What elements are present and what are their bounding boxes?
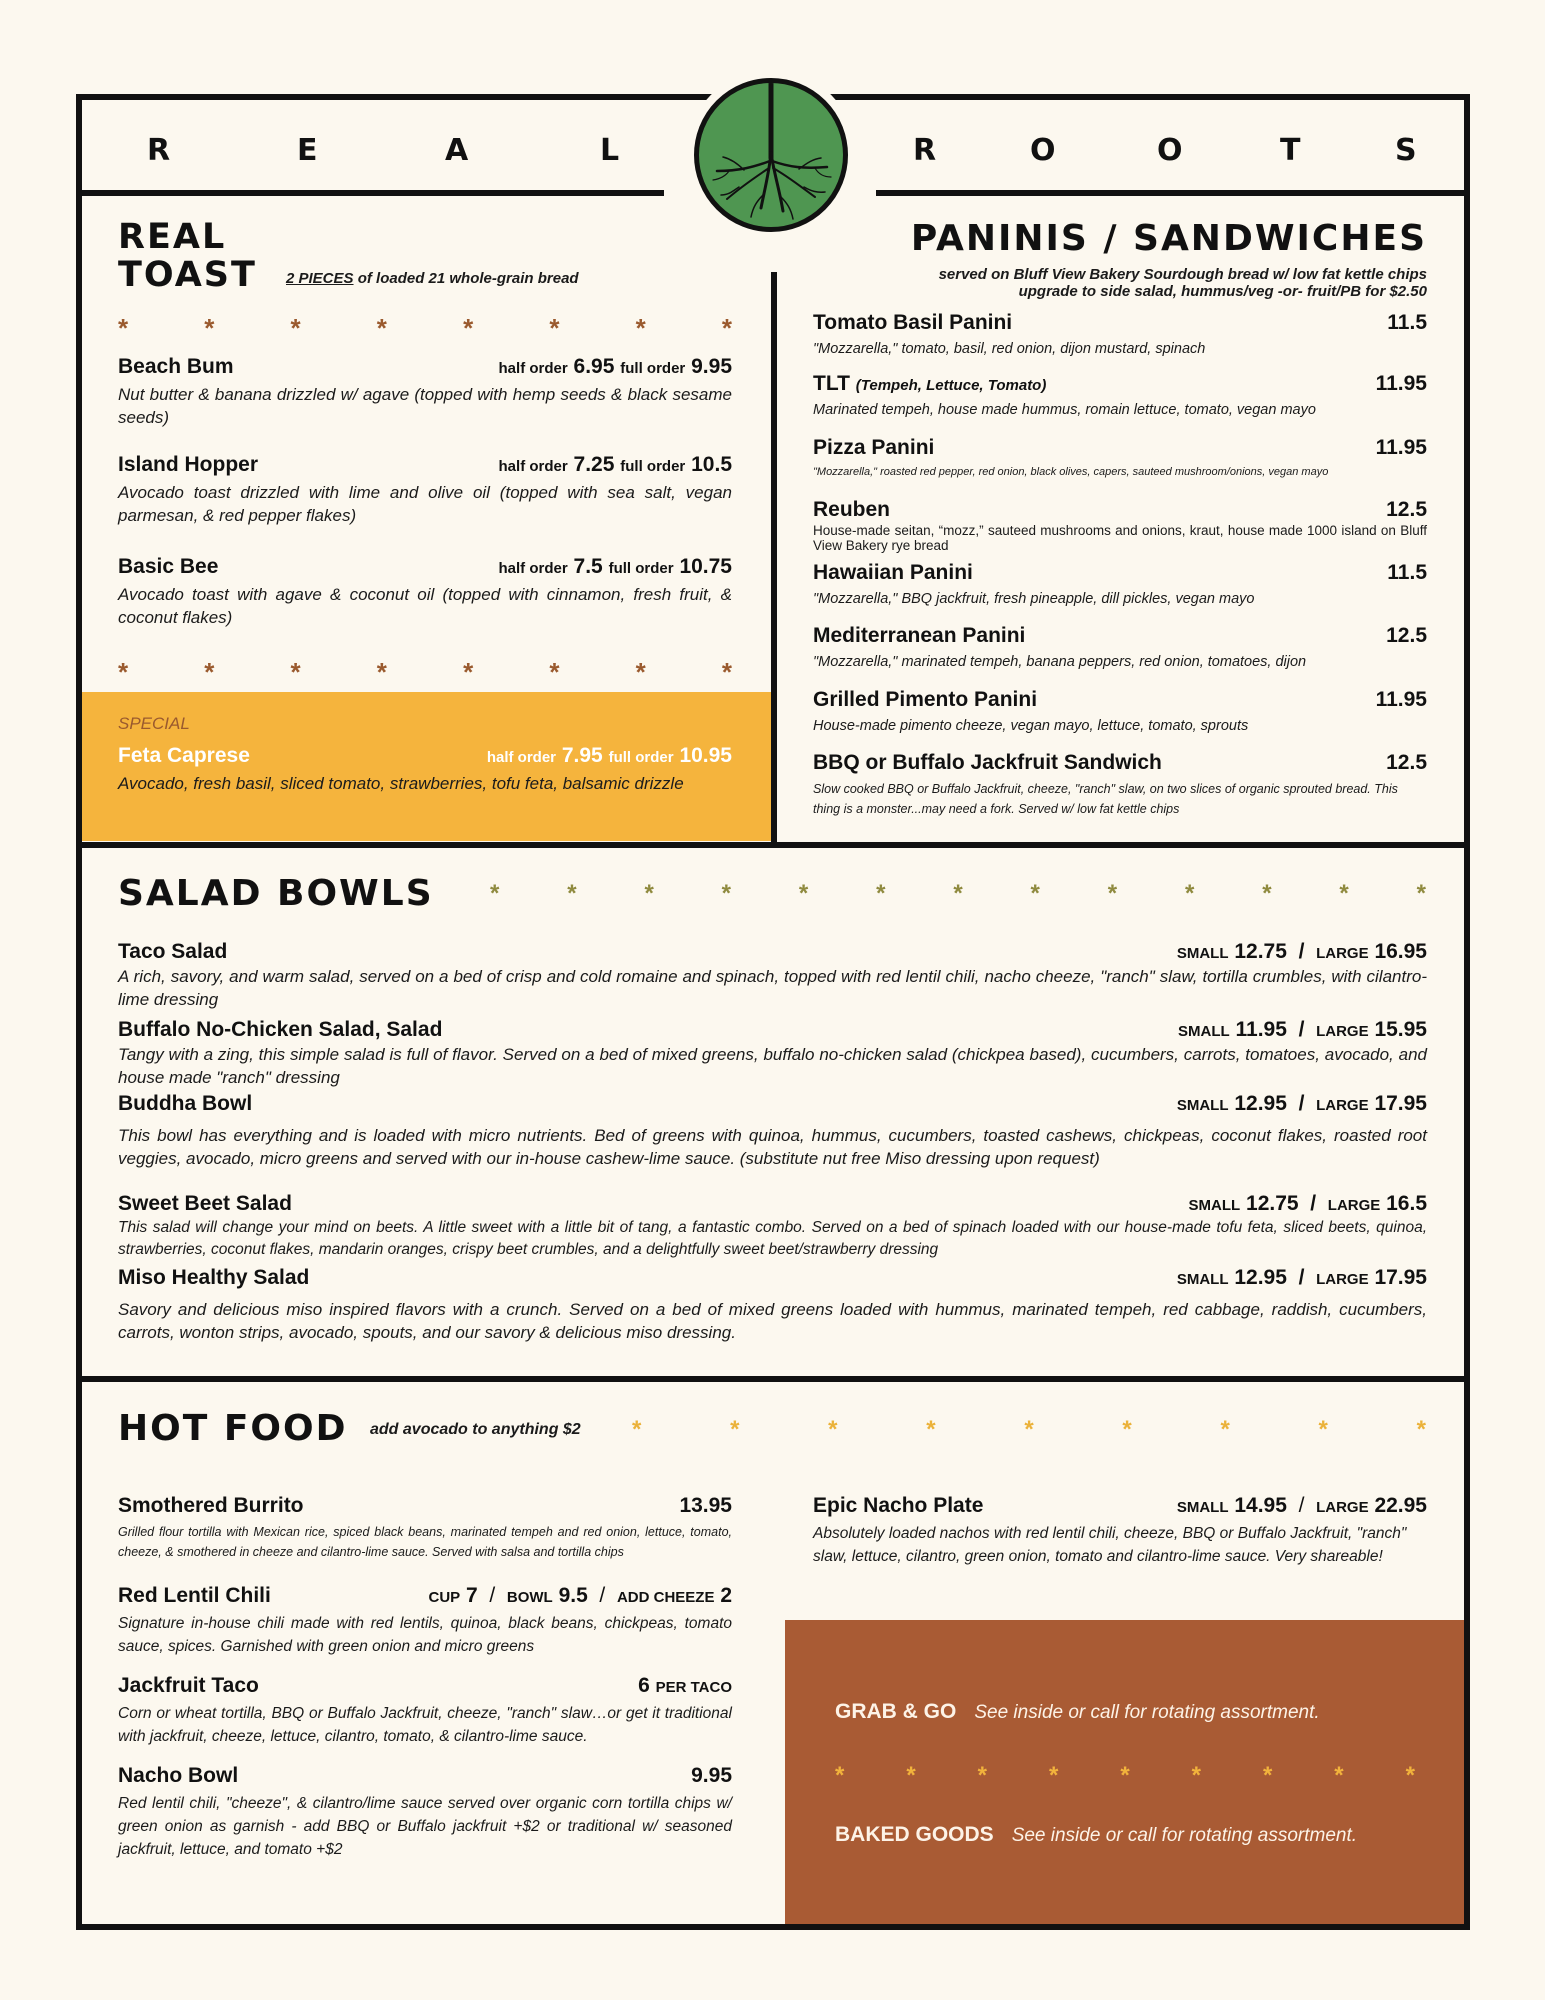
panini-item [813,372,1427,419]
header-letter: R [913,133,937,168]
toast-item [118,355,732,429]
item-price: 11.5 [1387,311,1427,334]
item-name: Mediterranean Panini [813,624,1026,647]
panini-item [813,436,1427,482]
toast-title-line1: REAL [118,217,227,257]
item-desc: Avocado toast drizzled with lime and olive oil (topped with sea salt, vegan parmesan, & red pepper flakes) [118,483,732,525]
item-name: Beach Bum [118,355,234,378]
item-desc: Savory and delicious miso inspired flavors with a crunch. Served on a bed of mixed greens loaded with hummus, marinated tempeh, red cabbage, raddish, cucumbers, carrots, wonton strips, avocado, spouts, and our savory & delicious miso dressing. [118,1300,1427,1342]
header-letter: E [297,133,318,168]
toast-item [118,555,732,629]
item-name: Sweet Beet Salad [118,1192,292,1215]
item-name: BBQ or Buffalo Jackfruit Sandwich [813,751,1162,774]
hot-item [813,1494,1427,1568]
item-desc: Tangy with a zing, this simple salad is full of flavor. Served on a bed of mixed greens, buffalo no-chicken salad (chickpea based), cucumbers, carrots, tomatoes, avocado, and house made "ranch" dressing [118,1045,1427,1087]
header-letter: R [147,133,171,168]
toast-stars-top: * * * * * * * * [118,313,732,343]
panini-title: PANINIS / SANDWICHES [910,218,1427,259]
baked-row [835,1823,1357,1847]
item-desc: Marinated tempeh, house made hummus, romain lettuce, tomato, vegan mayo [813,402,1316,418]
item-price: 12.5 [1386,624,1427,647]
panini-item [813,498,1427,553]
header-letter: A [445,133,469,168]
grab-stars: * * * * * * * * * [835,1762,1415,1789]
header-divider-left [82,190,664,196]
panini-item [813,311,1427,358]
item-desc: Grilled flour tortilla with Mexican rice, spiced black beans, marinated tempeh and red onion, lettuce, tomato, cheeze, & smothered in cheeze and cilantro-lime sauce. Served with salsa and tortilla chips [118,1525,732,1559]
item-name: Red Lentil Chili [118,1584,271,1607]
grab-desc: See inside or call for rotating assortment. [974,1702,1320,1723]
toast-item [118,453,732,527]
panini-sub1: served on Bluff View Bakery Sourdough bread w/ low fat kettle chips [938,266,1427,283]
panini-sub2: upgrade to side salad, hummus/veg -or- fruit/PB for $2.50 [1018,283,1427,300]
toast-subtitle [286,270,579,287]
item-desc: "Mozzarella," BBQ jackfruit, fresh pineapple, dill pickles, vegan mayo [813,591,1255,607]
special-item [118,744,732,795]
item-name: Pizza Panini [813,436,935,459]
item-name: Smothered Burrito [118,1494,304,1517]
hot-title: HOT FOOD [118,1408,348,1449]
item-desc: Slow cooked BBQ or Buffalo Jackfruit, cheeze, "ranch" slaw, on two slices of organic sprouted bread. This thing is a monster...may need a fork. Served w/ low fat kettle chips [813,782,1398,816]
toast-panini-divider [771,272,777,844]
item-desc: "Mozzarella," roasted red pepper, red onion, black olives, capers, sauteed mushroom/onions, vegan mayo [813,466,1329,478]
item-desc: Avocado, fresh basil, sliced tomato, strawberries, tofu feta, balsamic drizzle [118,774,684,793]
item-name: Buffalo No-Chicken Salad, Salad [118,1018,443,1041]
header-letter: L [600,133,620,168]
item-name: Nacho Bowl [118,1764,239,1787]
toast-pieces: 2 PIECES [286,270,354,287]
item-name: Miso Healthy Salad [118,1266,310,1289]
hot-stars: * * * * * * * * * [632,1416,1426,1443]
header-letter: S [1395,133,1417,168]
salad-stars: * * * * * * * * * * * * * [490,880,1426,907]
item-name: Basic Bee [118,555,219,578]
item-name: Tomato Basil Panini [813,311,1013,334]
item-desc: This bowl has everything and is loaded with micro nutrients. Bed of greens with quinoa, hummus, cucumbers, toasted cashews, chickpeas, coconut flakes, roasted root veggies, avocado, micro greens and served with our in-house cashew-lime sauce. (substitute nut free Miso dressing upon request) [118,1126,1427,1168]
item-name: Hawaiian Panini [813,561,973,584]
salad-item [118,1266,1427,1344]
item-price: SMALL 12.95 / LARGE 17.95 [1176,1266,1427,1289]
panini-item [813,624,1427,671]
item-desc: House-made seitan, “mozz,” sauteed mushrooms and onions, kraut, house made 1000 island on Bluff View Bakery rye bread [813,523,1427,553]
panini-item [813,751,1427,819]
item-price: 6 PER TACO [638,1674,732,1697]
item-desc: House-made pimento cheeze, vegan mayo, lettuce, tomato, sprouts [813,718,1249,734]
salad-item [118,1192,1427,1261]
item-name: Grilled Pimento Panini [813,688,1038,711]
header-letter: T [1280,133,1301,168]
toast-title-line2: TOAST [118,255,257,295]
item-name: Feta Caprese [118,744,250,767]
item-price: SMALL 12.95 / LARGE 17.95 [1176,1092,1427,1115]
item-price: half order 7.95 full order 10.95 [486,744,732,767]
item-price: 12.5 [1386,498,1427,521]
logo-badge [686,70,856,240]
item-price: 12.5 [1386,751,1427,774]
toast-subtitle-text: of loaded 21 whole-grain bread [357,270,579,287]
item-desc: Corn or wheat tortilla, BBQ or Buffalo Jackfruit, cheeze, "ranch" slaw…or get it traditional with jackfruit, cheeze, lettuce, cilantro, tomato, & cilantro-lime sauce. [118,1705,732,1745]
item-desc: "Mozzarella," tomato, basil, red onion, dijon mustard, spinach [813,341,1206,357]
grab-title: GRAB & GO [835,1700,957,1723]
item-name: TLT (Tempeh, Lettuce, Tomato) [813,372,1047,395]
salad-title: SALAD BOWLS [118,873,434,914]
item-desc: "Mozzarella," marinated tempeh, banana peppers, red onion, tomatoes, dijon [813,654,1307,670]
item-price: SMALL 14.95 / LARGE 22.95 [1176,1494,1427,1517]
toast-title [118,218,257,294]
baked-title: BAKED GOODS [835,1823,994,1846]
item-price: half order 7.5 full order 10.75 [498,555,732,578]
hot-item [118,1674,732,1748]
item-name: Buddha Bowl [118,1092,253,1115]
grab-row [835,1700,1320,1724]
hot-top-divider [82,1376,1464,1382]
item-name: Island Hopper [118,453,259,476]
item-price: SMALL 12.75 / LARGE 16.5 [1188,1192,1427,1215]
item-price: 11.95 [1375,372,1427,395]
item-price: CUP 7 / BOWL 9.5 / ADD CHEEZE 2 [428,1584,732,1607]
header-letter: O [1157,133,1183,168]
special-label: SPECIAL [118,714,190,733]
item-price: half order 7.25 full order 10.5 [498,453,732,476]
item-desc: A rich, savory, and warm salad, served on a bed of crisp and cold romaine and spinach, topped with red lentil chili, nacho cheeze, "ranch" slaw, tortilla crumbles, with cilantro-lime dressing [118,967,1427,1009]
item-price: 11.95 [1375,436,1427,459]
salad-item [118,1092,1427,1170]
item-name: Reuben [813,498,891,521]
item-desc: Red lentil chili, "cheeze", & cilantro/lime sauce served over organic corn tortilla chips w/ green onion as garnish - add BBQ or Buffalo jackfruit +$2 or traditional w/ seasoned jackfruit, lettuce, and tomato +$2 [118,1795,732,1858]
special-box [82,692,771,841]
item-desc: Absolutely loaded nachos with red lentil chili, cheeze, BBQ or Buffalo Jackfruit, "ranch" slaw, lettuce, cilantro, green onion, tomato and cilantro-lime sauce. Very shareable! [813,1525,1407,1565]
hot-item [118,1584,732,1658]
header-letter: O [1030,133,1056,168]
panini-item [813,561,1427,608]
item-desc: This salad will change your mind on beets. A little sweet with a little bit of tang, a fantastic combo. Served on a bed of spinach loaded with our house-made tofu feta, sliced beets, quinoa, strawberries, coconut flakes, mandarin oranges, crispy beet crumbles, and a delightfully sweet beet/strawberry dressing [118,1219,1427,1258]
hot-item [118,1764,732,1861]
panini-subtitle [939,266,1427,300]
item-price: 11.5 [1387,561,1427,584]
hot-item [118,1494,732,1562]
toast-stars-bottom: * * * * * * * * [118,657,732,687]
roots-logo-icon [694,78,848,232]
item-price: 11.95 [1375,688,1427,711]
salad-item [118,1018,1427,1089]
item-note: (Tempeh, Lettuce, Tomato) [855,377,1047,394]
header-divider-right [876,190,1464,196]
hot-subtitle: add avocado to anything $2 [370,1421,581,1438]
baked-desc: See inside or call for rotating assortment. [1011,1825,1358,1846]
panini-item [813,688,1427,735]
item-price: 13.95 [679,1494,732,1517]
item-price: 9.95 [691,1764,732,1787]
salad-item [118,940,1427,1011]
item-price: SMALL 12.75 / LARGE 16.95 [1176,940,1427,963]
item-desc: Avocado toast with agave & coconut oil (topped with cinnamon, fresh fruit, & coconut flakes) [118,585,732,627]
item-name: Jackfruit Taco [118,1674,259,1697]
item-desc: Signature in-house chili made with red lentils, quinoa, black beans, chickpeas, tomato sauce, spices. Garnished with green onion and micro greens [118,1615,732,1655]
item-name: Epic Nacho Plate [813,1494,984,1517]
item-price: half order 6.95 full order 9.95 [498,355,732,378]
item-name: Taco Salad [118,940,228,963]
salad-top-divider [82,842,1464,848]
item-price: SMALL 11.95 / LARGE 15.95 [1177,1018,1427,1041]
grab-and-go-box [785,1620,1464,1924]
item-desc: Nut butter & banana drizzled w/ agave (topped with hemp seeds & black sesame seeds) [118,385,732,427]
